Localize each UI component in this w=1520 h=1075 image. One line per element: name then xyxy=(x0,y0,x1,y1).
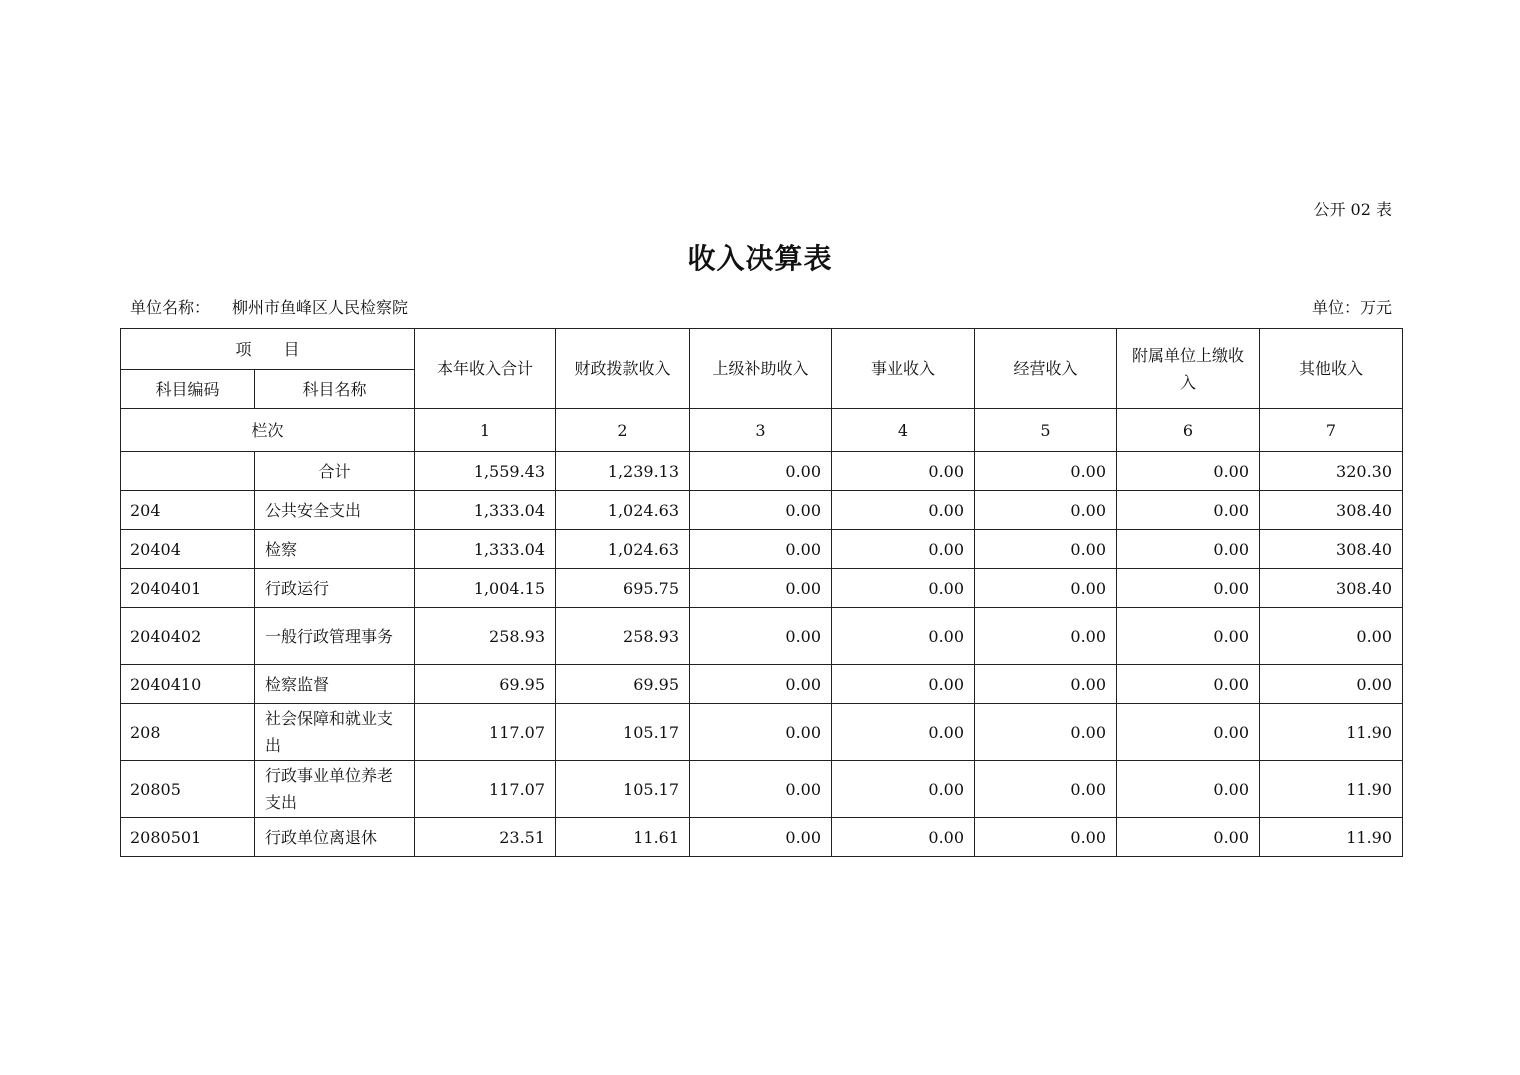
unit-name-value: 柳州市鱼峰区人民检察院 xyxy=(232,298,409,317)
cell-value: 105.17 xyxy=(556,704,690,761)
cell-name: 行政事业单位养老支出 xyxy=(255,761,415,818)
cell-name: 检察监督 xyxy=(255,665,415,704)
cell-value: 308.40 xyxy=(1260,569,1403,608)
table-row xyxy=(121,491,1403,530)
cell-value: 0.00 xyxy=(690,569,832,608)
cell-value: 0.00 xyxy=(975,491,1117,530)
cell-value: 308.40 xyxy=(1260,491,1403,530)
cell-value: 1,024.63 xyxy=(556,530,690,569)
header-col-superior: 上级补助收入 xyxy=(690,329,832,409)
cell-code xyxy=(121,452,255,491)
cell-value: 0.00 xyxy=(1117,491,1260,530)
currency-unit: 单位：万元 xyxy=(1311,298,1392,317)
column-index-row xyxy=(121,409,1403,452)
table-row xyxy=(121,761,1403,818)
cell-name: 一般行政管理事务 xyxy=(255,608,415,665)
cell-name: 合计 xyxy=(255,452,415,491)
row-index-label: 栏次 xyxy=(121,409,415,452)
total-row xyxy=(121,452,1403,491)
cell-name: 公共安全支出 xyxy=(255,491,415,530)
cell-value: 0.00 xyxy=(1117,452,1260,491)
cell-value: 0.00 xyxy=(832,665,975,704)
cell-value: 0.00 xyxy=(975,452,1117,491)
header-col-fiscal: 财政拨款收入 xyxy=(556,329,690,409)
cell-value: 320.30 xyxy=(1260,452,1403,491)
cell-code: 2040401 xyxy=(121,569,255,608)
header-col-operating: 经营收入 xyxy=(975,329,1117,409)
cell-value: 0.00 xyxy=(1117,530,1260,569)
cell-value: 0.00 xyxy=(832,491,975,530)
cell-value: 0.00 xyxy=(975,608,1117,665)
column-number: 3 xyxy=(690,409,832,452)
header-col-other: 其他收入 xyxy=(1260,329,1403,409)
cell-value: 0.00 xyxy=(690,818,832,857)
cell-value: 117.07 xyxy=(415,761,556,818)
cell-value: 11.90 xyxy=(1260,761,1403,818)
cell-value: 0.00 xyxy=(832,761,975,818)
column-number: 6 xyxy=(1117,409,1260,452)
column-number: 7 xyxy=(1260,409,1403,452)
cell-code: 208 xyxy=(121,704,255,761)
cell-value: 0.00 xyxy=(690,608,832,665)
column-number: 1 xyxy=(415,409,556,452)
cell-value: 0.00 xyxy=(832,530,975,569)
cell-value: 1,024.63 xyxy=(556,491,690,530)
header-item: 项 目 xyxy=(121,329,415,370)
cell-value: 11.90 xyxy=(1260,704,1403,761)
unit-name-label: 单位名称： xyxy=(130,298,211,317)
cell-value: 0.00 xyxy=(1260,608,1403,665)
cell-value: 0.00 xyxy=(690,761,832,818)
cell-code: 20404 xyxy=(121,530,255,569)
header-col-business: 事业收入 xyxy=(832,329,975,409)
cell-value: 11.61 xyxy=(556,818,690,857)
cell-value: 0.00 xyxy=(975,704,1117,761)
cell-value: 23.51 xyxy=(415,818,556,857)
cell-value: 0.00 xyxy=(690,665,832,704)
cell-value: 0.00 xyxy=(1117,569,1260,608)
header-col-total: 本年收入合计 xyxy=(415,329,556,409)
header-row-1 xyxy=(121,329,1403,370)
cell-value: 69.95 xyxy=(415,665,556,704)
cell-code: 2040410 xyxy=(121,665,255,704)
cell-value: 0.00 xyxy=(975,665,1117,704)
cell-value: 0.00 xyxy=(1117,818,1260,857)
cell-value: 0.00 xyxy=(1117,608,1260,665)
cell-value: 0.00 xyxy=(690,530,832,569)
cell-value: 1,333.04 xyxy=(415,491,556,530)
table-row xyxy=(121,704,1403,761)
page-title: 收入决算表 xyxy=(687,242,833,275)
cell-code: 20805 xyxy=(121,761,255,818)
cell-value: 117.07 xyxy=(415,704,556,761)
income-final-accounts-table xyxy=(120,328,1403,857)
cell-value: 0.00 xyxy=(690,452,832,491)
table-row xyxy=(121,818,1403,857)
cell-value: 0.00 xyxy=(690,491,832,530)
cell-value: 258.93 xyxy=(415,608,556,665)
cell-value: 0.00 xyxy=(832,452,975,491)
cell-value: 0.00 xyxy=(690,704,832,761)
cell-code: 2080501 xyxy=(121,818,255,857)
header-name: 科目名称 xyxy=(255,370,415,409)
column-number: 4 xyxy=(832,409,975,452)
table-row xyxy=(121,569,1403,608)
cell-value: 0.00 xyxy=(1117,761,1260,818)
cell-value: 258.93 xyxy=(556,608,690,665)
table-row xyxy=(121,608,1403,665)
unit-name-line xyxy=(130,296,408,320)
cell-value: 69.95 xyxy=(556,665,690,704)
cell-value: 0.00 xyxy=(975,818,1117,857)
cell-value: 11.90 xyxy=(1260,818,1403,857)
cell-value: 0.00 xyxy=(832,704,975,761)
cell-value: 695.75 xyxy=(556,569,690,608)
cell-value: 0.00 xyxy=(975,569,1117,608)
cell-value: 0.00 xyxy=(975,530,1117,569)
cell-value: 0.00 xyxy=(975,761,1117,818)
cell-value: 105.17 xyxy=(556,761,690,818)
table-row xyxy=(121,665,1403,704)
cell-value: 1,559.43 xyxy=(415,452,556,491)
cell-value: 0.00 xyxy=(832,818,975,857)
cell-value: 0.00 xyxy=(832,608,975,665)
header-code: 科目编码 xyxy=(121,370,255,409)
cell-value: 308.40 xyxy=(1260,530,1403,569)
column-number: 5 xyxy=(975,409,1117,452)
cell-name: 检察 xyxy=(255,530,415,569)
cell-value: 1,004.15 xyxy=(415,569,556,608)
cell-value: 1,333.04 xyxy=(415,530,556,569)
cell-value: 0.00 xyxy=(1117,665,1260,704)
form-number: 公开 02 表 xyxy=(1313,200,1392,219)
column-number: 2 xyxy=(556,409,690,452)
cell-value: 1,239.13 xyxy=(556,452,690,491)
cell-name: 行政运行 xyxy=(255,569,415,608)
cell-value: 0.00 xyxy=(1260,665,1403,704)
cell-name: 社会保障和就业支出 xyxy=(255,704,415,761)
cell-name: 行政单位离退休 xyxy=(255,818,415,857)
cell-value: 0.00 xyxy=(1117,704,1260,761)
cell-value: 0.00 xyxy=(832,569,975,608)
header-col-affiliated: 附属单位上缴收入 xyxy=(1117,329,1260,409)
cell-code: 2040402 xyxy=(121,608,255,665)
table-row xyxy=(121,530,1403,569)
cell-code: 204 xyxy=(121,491,255,530)
